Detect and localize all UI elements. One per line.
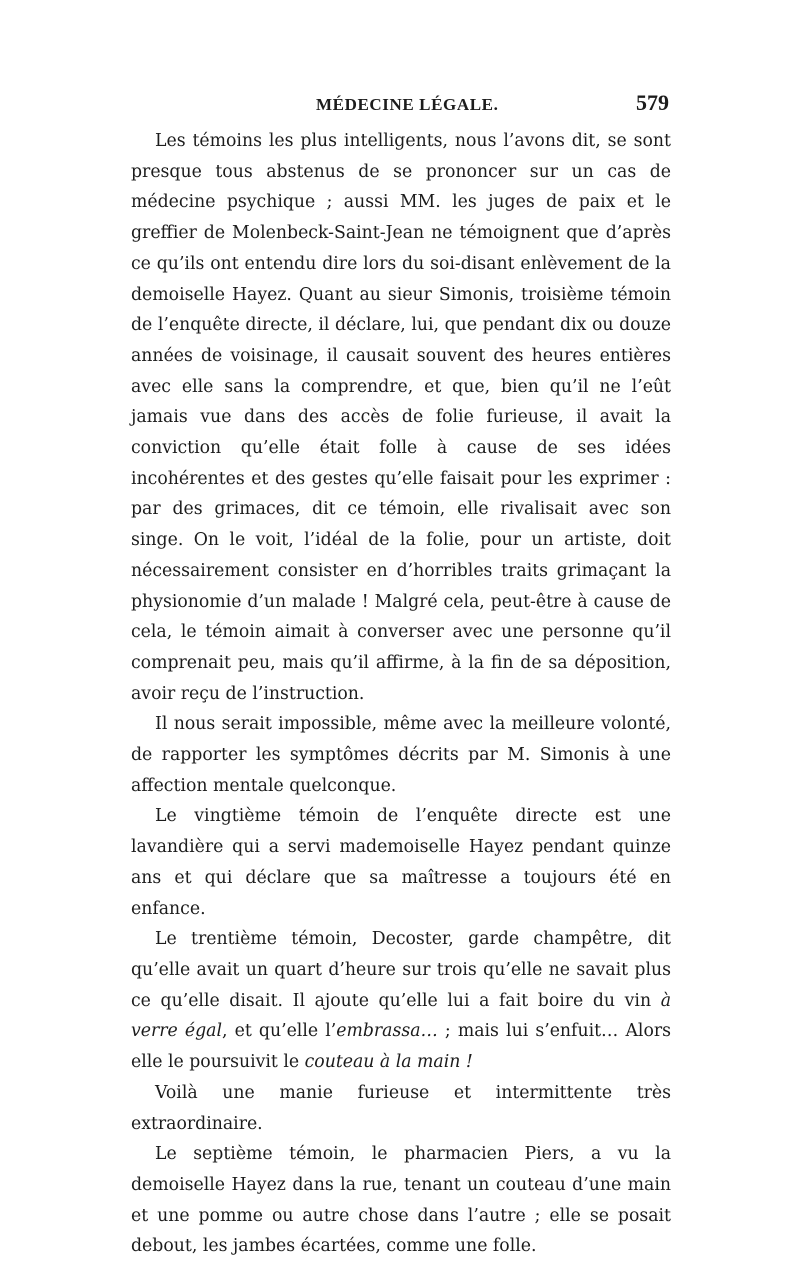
running-head [131, 90, 671, 119]
paragraph-impossible-to-report: Il nous serait impossible, même avec la meilleure volonté, de rapporter les symptômes décrits par M. Simonis à une affection mentale quelconque. [131, 714, 671, 796]
paragraph-decoster-testimony [131, 924, 671, 1078]
paragraph-laundress-testimony: Le vingtième témoin de l’enquête directe est une lavandière qui a servi mademoiselle Hayez pendant quinze ans et qui déclare que sa maîtresse a toujours été en enfance. [131, 806, 671, 919]
decoster-text-part-1: Le trentième témoin, Decoster, garde champêtre, dit qu’elle avait un quart d’heure sur trois qu’elle ne savait plus ce qu’elle disait. Il ajoute qu’elle lui a fait boire du vin [131, 929, 671, 1011]
body-text [131, 126, 671, 1262]
italic-couteau-a-la-main: couteau à la main ! [304, 1052, 473, 1073]
page-number: 579 [636, 90, 669, 115]
paragraph-simonis-testimony: Les témoins les plus intelligents, nous l’avons dit, se sont presque tous abstenus de se prononcer sur un cas de médecine psychique ; aussi MM. les juges de paix et le greffier de Molenbeck-Saint-Jean ne témoignent que d’après ce qu’ils ont entendu dire lors du soi-disant enlèvement de la demoiselle Hayez. Quant au sieur Simonis, troisième témoin de l’enquête directe, il déclare, lui, que pendant dix ou douze années de voisinage, il causait souvent des heures entières avec elle sans la comprendre, et que, bien qu’il ne l’eût jamais vue dans des accès de folie furieuse, il avait la conviction qu’elle était folle à cause de ses idées incohérentes et des gestes qu’elle faisait pour les exprimer : par des grimaces, dit ce témoin, elle rivalisait avec son singe. On le voit, l’idéal de la folie, pour un artiste, doit nécessairement consister en d’horribles traits grimaçant la physionomie d’un malade ! Malgré cela, peut-être à cause de cela, le témoin aimait à converser avec une personne qu’il comprenait peu, mais qu’il affirme, à la fin de sa déposition, avoir reçu de l’instruction. [131, 131, 671, 704]
italic-embrassa: embrassa… [336, 1021, 438, 1042]
running-head-title: MÉDECINE LÉGALE. [316, 95, 499, 114]
decoster-text-part-2: , et qu’elle l’ [221, 1021, 337, 1042]
italic-verre-egal: à verre égal [131, 990, 671, 1042]
paragraph-mania-remark: Voilà une manie furieuse et intermittente très extraordinaire. [131, 1082, 671, 1134]
paragraph-piers-testimony: Le septième témoin, le pharmacien Piers, a vu la demoiselle Hayez dans la rue, tenant un couteau d’une main et une pomme ou autre chose dans l’autre ; elle se posait debout, les jambes écartées, comme une folle. [131, 1144, 671, 1257]
decoster-text-part-3: ; mais lui s’enfuit… Alors elle le poursuivit le [131, 1021, 671, 1073]
